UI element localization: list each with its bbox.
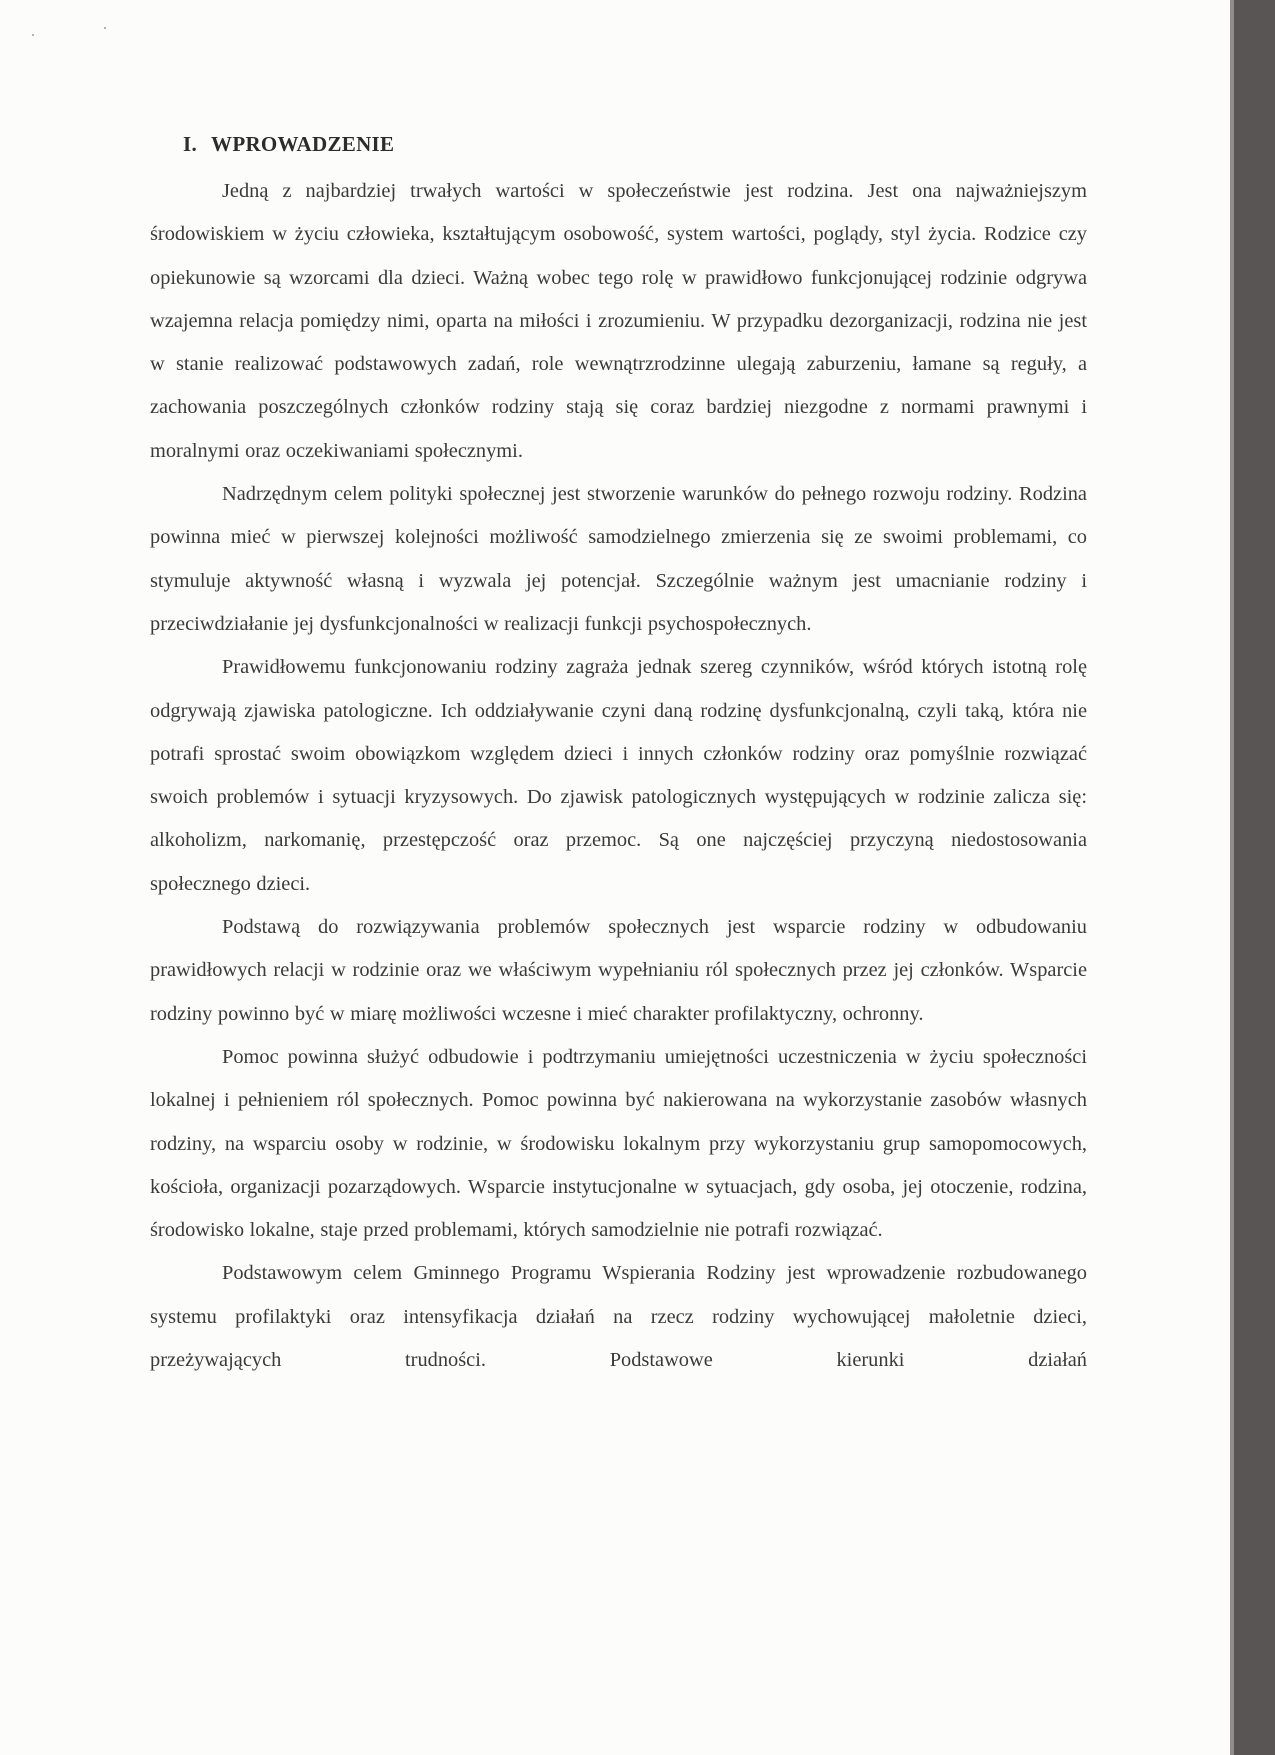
paragraph-2: Nadrzędnym celem polityki społecznej jest stworzenie warunków do pełnego rozwoju rodziny. Rodzina powinna mieć w pierwszej kolejności możliwość samodzielnego zmierzenia się ze swoimi problemami, co stymuluje aktywność własną i wyzwala jej potencjał. Szczególnie ważnym jest umacnianie rodziny i przeciwdziałanie jej dysfunkcjonalności w realizacji funkcji psychospołecznych. xyxy=(150,483,1087,635)
scan-speck xyxy=(104,27,106,29)
paragraph-6: Podstawowym celem Gminnego Programu Wspierania Rodziny jest wprowadzenie rozbudowanego systemu profilaktyki oraz intensyfikacja działań na rzecz rodziny wychowującej małoletnie dzieci, przeżywających trudności. Podstawowe kierunki działań xyxy=(150,1262,1087,1372)
section-title: WPROWADZENIE xyxy=(211,132,395,156)
section-heading xyxy=(183,128,1087,160)
page-edge-shadow xyxy=(1230,0,1234,1755)
paragraph-4: Podstawą do rozwiązywania problemów społecznych jest wsparcie rodziny w odbudowaniu prawidłowych relacji w rodzinie oraz we właściwym wypełnianiu ról społecznych przez jej członków. Wsparcie rodziny powinno być w miarę możliwości wczesne i mieć charakter profilaktyczny, ochronny. xyxy=(150,916,1087,1025)
scan-speck xyxy=(32,34,34,36)
paragraph-1: Jedną z najbardziej trwałych wartości w społeczeństwie jest rodzina. Jest ona najważniejszym środowiskiem w życiu człowieka, kształtującym osobowość, system wartości, poglądy, styl życia. Rodzice czy opiekunowie są wzorcami dla dzieci. Ważną wobec tego rolę w prawidłowo funkcjonującej rodzinie odgrywa wzajemna relacja pomiędzy nimi, oparta na miłości i zrozumieniu. W przypadku dezorganizacji, rodzina nie jest w stanie realizować podstawowych zadań, role wewnątrzrodzinne ulegają zaburzeniu, łamane są reguły, a zachowania poszczególnych członków rodziny stają się coraz bardziej niezgodne z normami prawnymi i moralnymi oraz oczekiwaniami społecznymi. xyxy=(150,180,1087,462)
scanner-background-edge xyxy=(1230,0,1275,1755)
paragraph-3: Prawidłowemu funkcjonowaniu rodziny zagraża jednak szereg czynników, wśród których istotną rolę odgrywają zjawiska patologiczne. Ich oddziaływanie czyni daną rodzinę dysfunkcjonalną, czyli taką, która nie potrafi sprostać swoim obowiązkom względem dzieci i innych członków rodziny oraz pomyślnie rozwiązać swoich problemów i sytuacji kryzysowych. Do zjawisk patologicznych występujących w rodzinie zalicza się: alkoholizm, narkomanię, przestępczość oraz przemoc. Są one najczęściej przyczyną niedostosowania społecznego dzieci. xyxy=(150,656,1087,895)
section-number: I. xyxy=(183,132,198,156)
document-body xyxy=(150,128,1087,1382)
paragraph-5: Pomoc powinna służyć odbudowie i podtrzymaniu umiejętności uczestniczenia w życiu społeczności lokalnej i pełnieniem ról społecznych. Pomoc powinna być nakierowana na wykorzystanie zasobów własnych rodziny, na wsparciu osoby w rodzinie, w środowisku lokalnym przy wykorzystaniu grup samopomocowych, kościoła, organizacji pozarządowych. Wsparcie instytucjonalne w sytuacjach, gdy osoba, jej otoczenie, rodzina, środowisko lokalne, staje przed problemami, których samodzielnie nie potrafi rozwiązać. xyxy=(150,1045,1087,1242)
